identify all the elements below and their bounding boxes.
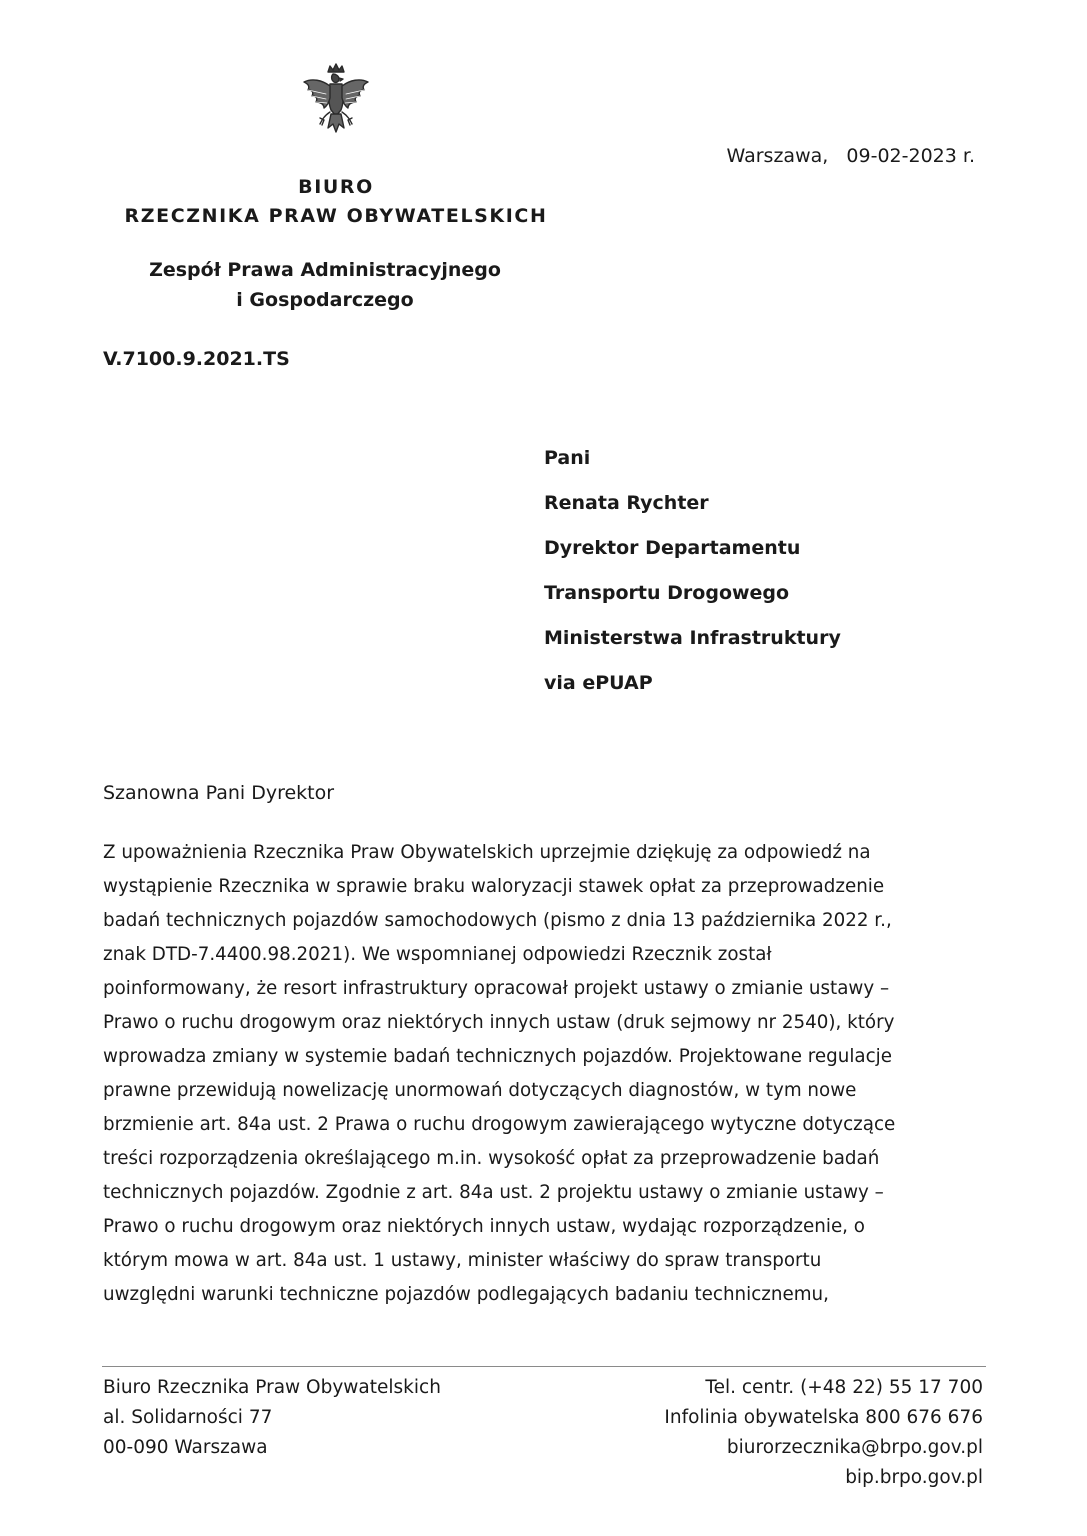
footer-address [103, 1373, 441, 1463]
body-line: wprowadza zmiany w systemie badań technicznych pojazdów. Projektowane regulacje [103, 1046, 892, 1067]
footer-contact [664, 1373, 983, 1493]
letter-date [727, 145, 975, 167]
body-line: poinformowany, że resort infrastruktury opracował projekt ustawy o zmianie ustawy – [103, 978, 890, 999]
body-line: Prawo o ruchu drogowym oraz niektórych innych ustaw (druk sejmowy nr 2540), który [103, 1012, 895, 1033]
footer-email: biurorzecznika@brpo.gov.pl [726, 1437, 983, 1458]
footer-address-line: 00-090 Warszawa [103, 1437, 268, 1458]
team-name [110, 255, 540, 315]
footer-divider [102, 1366, 986, 1367]
footer-website: bip.brpo.gov.pl [845, 1467, 983, 1488]
body-line: technicznych pojazdów. Zgodnie z art. 84a ust. 2 projektu ustawy o zmianie ustawy – [103, 1182, 884, 1203]
body-line: uwzględni warunki techniczne pojazdów podlegających badaniu technicznemu, [103, 1284, 829, 1305]
recipient-line: Pani [544, 447, 591, 469]
date-value: 09-02-2023 r. [846, 145, 975, 167]
recipient-line: Renata Rychter [544, 492, 709, 514]
body-line: treści rozporządzenia określającego m.in. wysokość opłat za przeprowadzenie badań [103, 1148, 880, 1169]
recipient-line: Dyrektor Departamentu [544, 537, 801, 559]
recipient-line: via ePUAP [544, 672, 653, 694]
team-name-line2: i Gospodarczego [236, 289, 414, 311]
team-name-line1: Zespół Prawa Administracyjnego [149, 259, 501, 281]
footer-hotline: Infolinia obywatelska 800 676 676 [664, 1407, 983, 1428]
recipient-block [544, 443, 841, 713]
body-line: prawne przewidują nowelizację unormowań dotyczących diagnostów, w tym nowe [103, 1080, 857, 1101]
org-name-line1: BIURO [298, 176, 374, 198]
recipient-line: Transportu Drogowego [544, 582, 790, 604]
body-line: znak DTD-7.4400.98.2021). We wspomnianej odpowiedzi Rzecznik został [103, 944, 772, 965]
body-line: Prawo o ruchu drogowym oraz niektórych innych ustaw, wydając rozporządzenie, o [103, 1216, 865, 1237]
polish-eagle-emblem-icon [300, 62, 372, 138]
footer-phone: Tel. centr. (+48 22) 55 17 700 [705, 1377, 983, 1398]
footer-address-line: Biuro Rzecznika Praw Obywatelskich [103, 1377, 441, 1398]
org-name-line2: RZECZNIKA PRAW OBYWATELSKICH [124, 205, 548, 227]
body-line: wystąpienie Rzecznika w sprawie braku waloryzacji stawek opłat za przeprowadzenie [103, 876, 885, 897]
case-signature: V.7100.9.2021.TS [103, 348, 290, 370]
body-line: brzmienie art. 84a ust. 2 Prawa o ruchu drogowym zawierającego wytyczne dotyczące [103, 1114, 896, 1135]
salutation: Szanowna Pani Dyrektor [103, 782, 335, 804]
body-line: Z upoważnienia Rzecznika Praw Obywatelskich uprzejmie dziękuję za odpowiedź na [103, 842, 871, 863]
body-line: badań technicznych pojazdów samochodowych (pismo z dnia 13 października 2022 r., [103, 910, 892, 931]
date-city: Warszawa, [726, 145, 829, 167]
letter-body [103, 836, 993, 1312]
body-line: którym mowa w art. 84a ust. 1 ustawy, minister właściwy do spraw transportu [103, 1250, 822, 1271]
recipient-line: Ministerstwa Infrastruktury [544, 627, 841, 649]
footer-address-line: al. Solidarności 77 [103, 1407, 273, 1428]
